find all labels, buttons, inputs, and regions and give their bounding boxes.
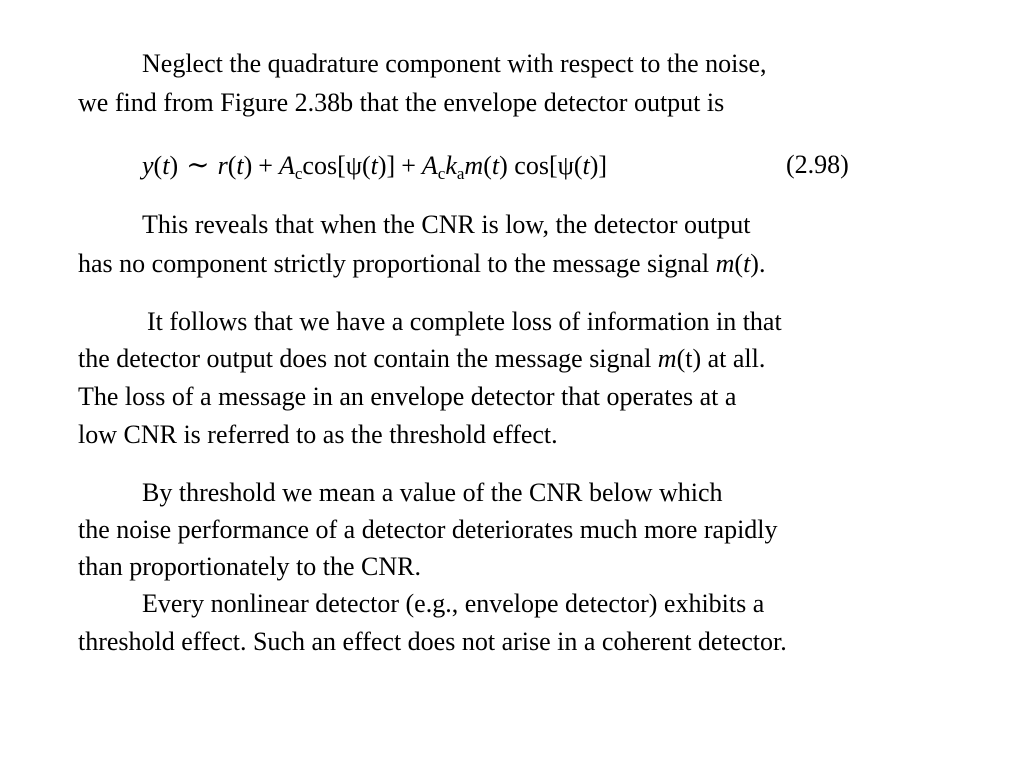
paragraph-5-line-2: threshold effect. Such an effect does not arise in a coherent detector. bbox=[78, 627, 787, 656]
eq-cos-2-close: )] bbox=[589, 151, 608, 180]
eq-plus-1: + bbox=[258, 151, 273, 180]
paragraph-2-var-m: m bbox=[715, 249, 735, 278]
paragraph-1-line-1: Neglect the quadrature component with respect to the noise, bbox=[142, 49, 767, 78]
eq-cos-1-arg: t bbox=[370, 151, 378, 180]
paragraph-4-line-3: than proportionately to the CNR. bbox=[78, 552, 422, 581]
eq-plus-2: + bbox=[401, 151, 416, 180]
paragraph-3-line-1: It follows that we have a complete loss of information in that bbox=[147, 307, 782, 336]
paragraph-4-line-1: By threshold we mean a value of the CNR below which bbox=[142, 478, 723, 507]
paragraph-3-line-2-text: the detector output does not contain the message signal bbox=[78, 344, 658, 373]
paragraph-2-var-t: t bbox=[743, 249, 751, 278]
equation-2-98: y(t) ∼ $r(t) + A_c\cos[\psi(t)] + A_ck_am(t)$ cos[ψ(t)] bbox=[142, 150, 608, 183]
eq-m: m bbox=[464, 151, 484, 180]
paragraph-4-line-2: the noise performance of a detector deteriorates much more rapidly bbox=[78, 515, 778, 544]
paragraph-2-line-2-text: has no component strictly proportional to the message signal bbox=[78, 249, 716, 278]
paragraph-2-line-2-end: ). bbox=[750, 249, 766, 278]
eq-A2-sub: c bbox=[437, 164, 446, 183]
paragraph-3-var-m: m bbox=[657, 344, 677, 373]
paragraph-2-line-2: has no component strictly proportional to the message signal m(t). bbox=[78, 249, 766, 278]
eq-y: y bbox=[142, 151, 154, 180]
eq-m-arg: t bbox=[491, 151, 500, 180]
eq-cos-2-arg: t bbox=[582, 151, 590, 180]
eq-cos-1: cos[ψ( bbox=[302, 151, 371, 180]
eq-cos-2: cos[ψ( bbox=[514, 151, 583, 180]
paragraph-3-line-3: The loss of a message in an envelope detector that operates at a bbox=[78, 382, 737, 411]
eq-r-arg: t bbox=[236, 151, 244, 180]
eq-relation: ∼ bbox=[186, 150, 210, 181]
paragraph-3-line-2 bbox=[78, 346, 765, 372]
eq-A1: A bbox=[278, 151, 295, 180]
paragraph-5-line-1: Every nonlinear detector (e.g., envelope detector) exhibits a bbox=[142, 589, 765, 618]
eq-y-arg: t bbox=[162, 151, 170, 180]
eq-A1-sub: c bbox=[294, 164, 303, 183]
paragraph-1-line-2: we find from Figure 2.38b that the envelope detector output is bbox=[78, 88, 725, 117]
eq-cos-1-close: )] bbox=[377, 151, 396, 180]
eq-r: r bbox=[217, 151, 228, 180]
eq-A2: A bbox=[421, 151, 438, 180]
eq-k-sub: a bbox=[456, 164, 465, 183]
equation-number: (2.98) bbox=[786, 150, 849, 179]
paragraph-3-line-2-end: (t) at all. bbox=[676, 344, 766, 373]
paragraph-2-line-1: This reveals that when the CNR is low, the detector output bbox=[142, 210, 751, 239]
paragraph-3-line-4: low CNR is referred to as the threshold effect. bbox=[78, 420, 558, 449]
eq-k: k bbox=[445, 151, 457, 180]
